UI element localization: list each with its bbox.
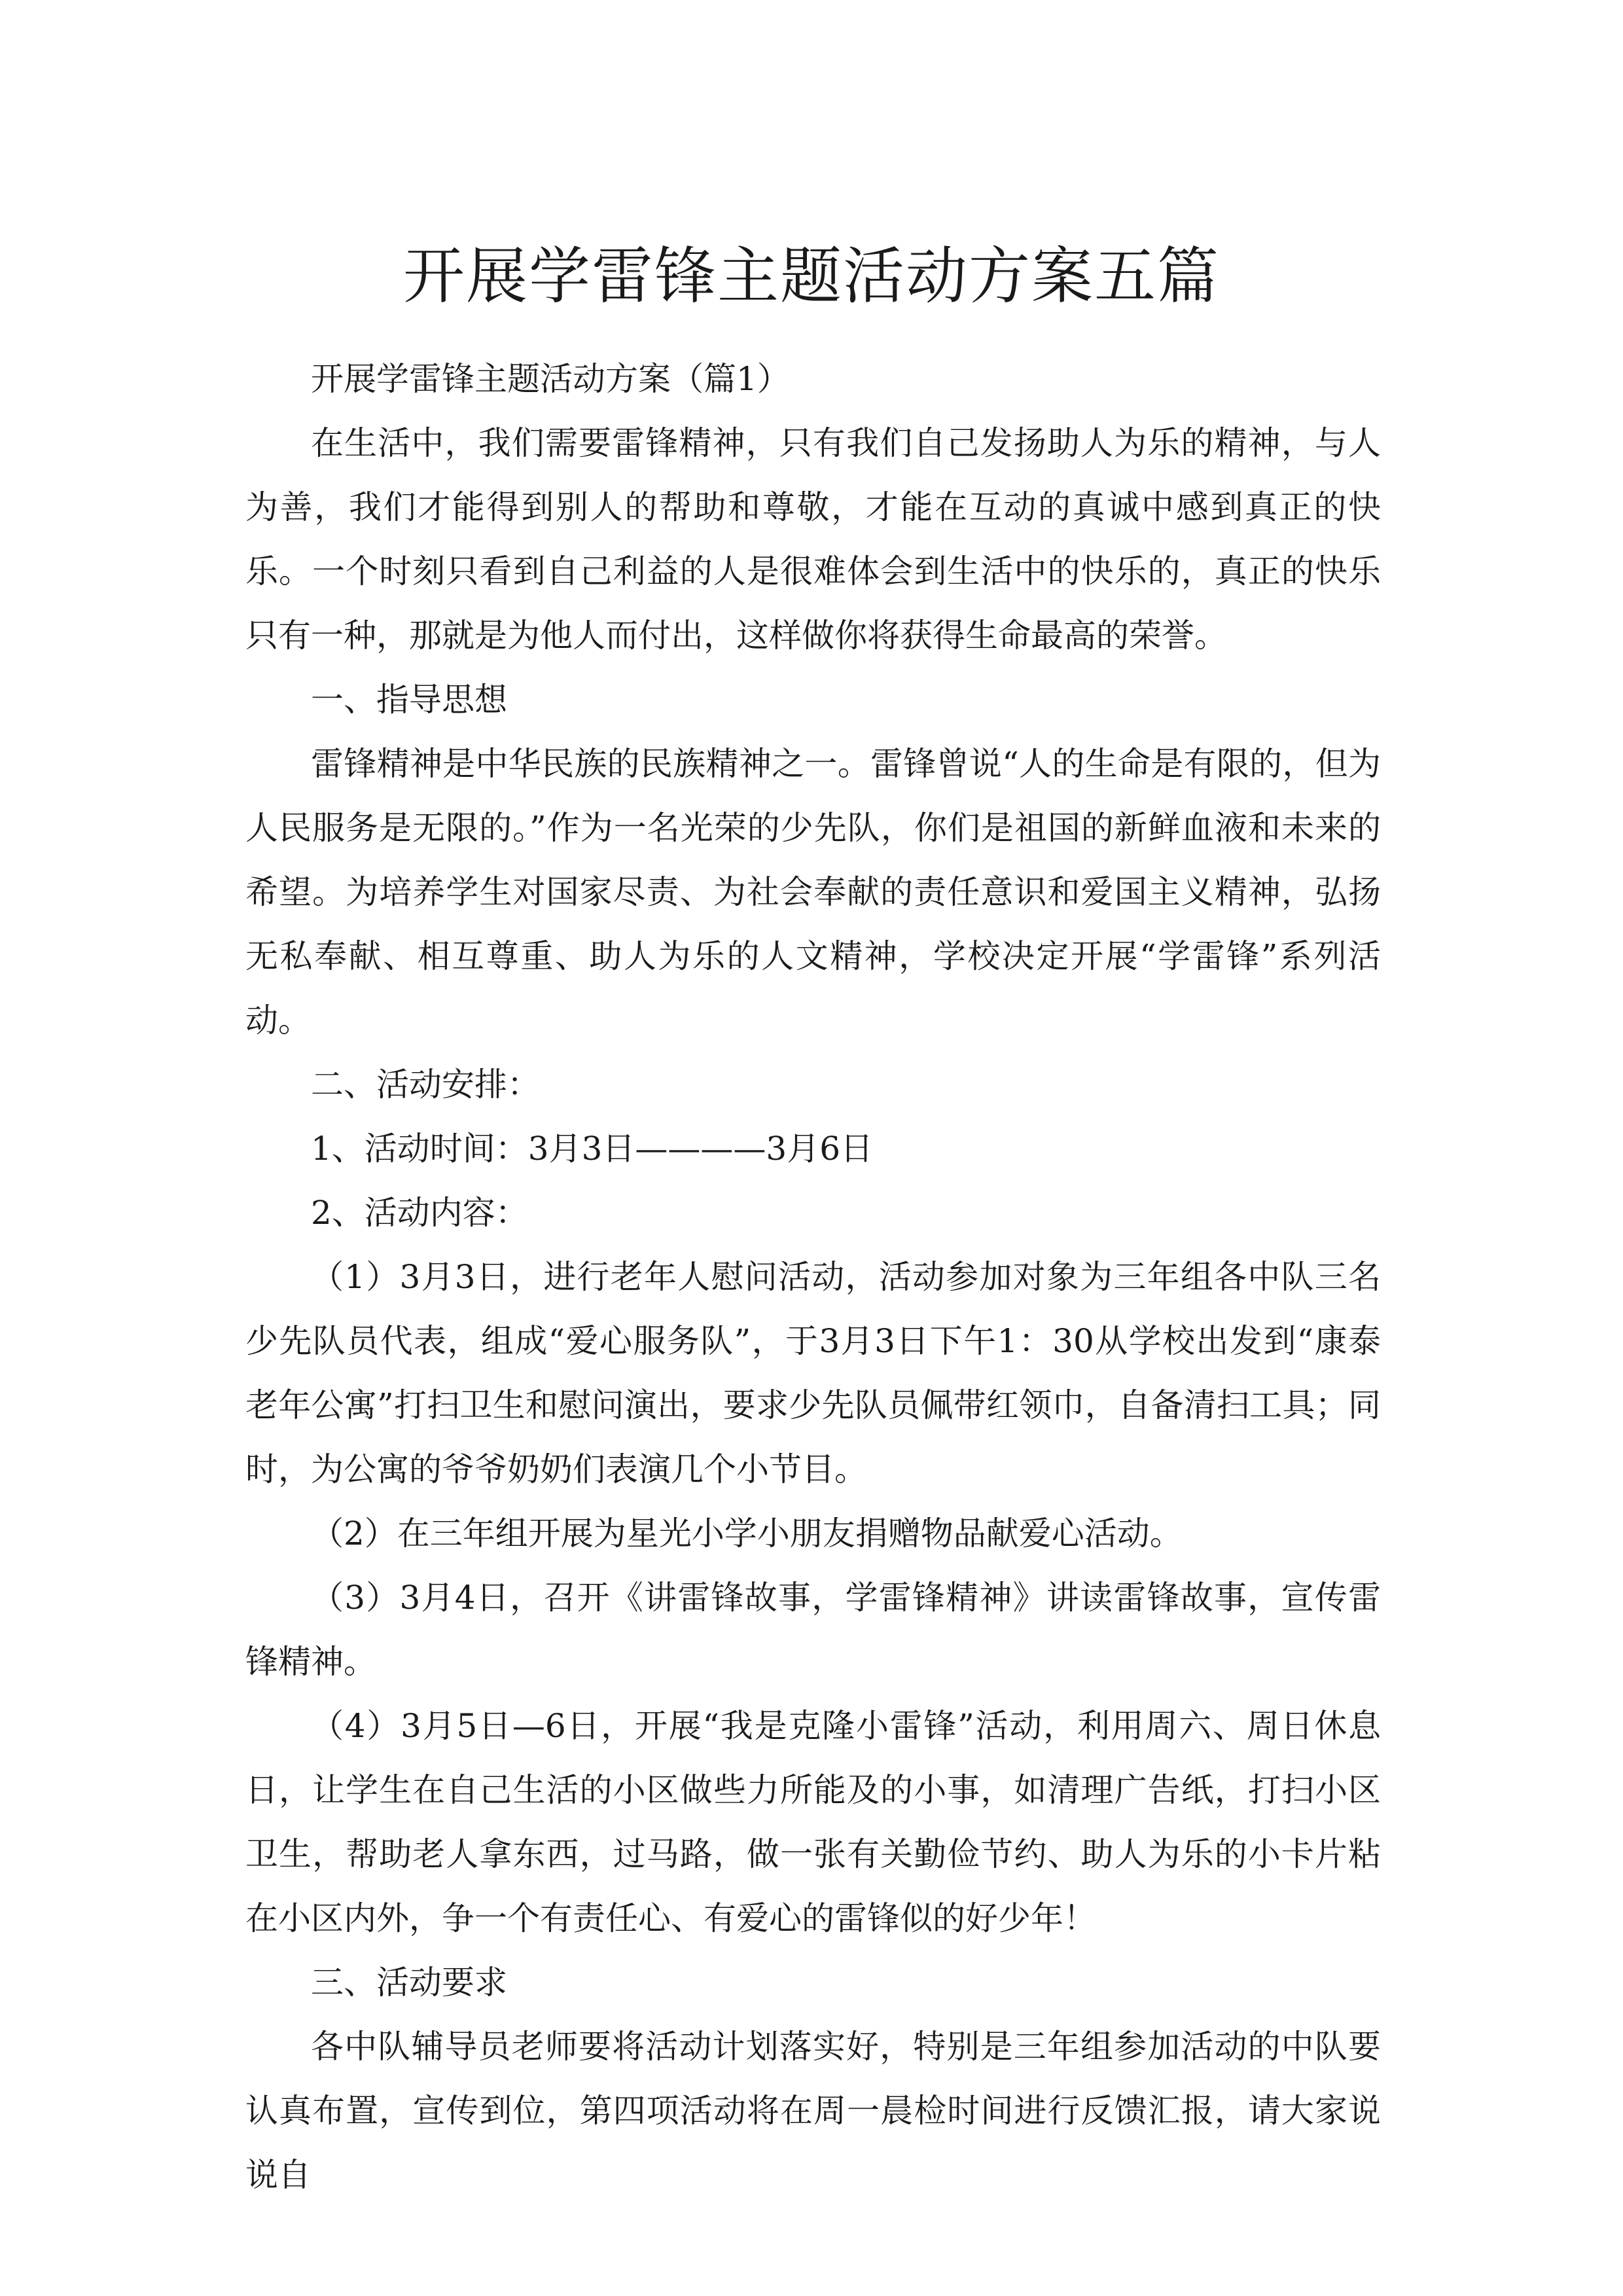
- list-item: （2）在三年组开展为星光小学小朋友捐赠物品献爱心活动。: [311, 1515, 1183, 1552]
- paragraph: 各中队辅导员老师要将活动计划落实好，特别是三年组参加活动的中队要认真布置，宣传到位，第四项活动将在周一晨检时间进行反馈汇报，请大家说说自: [245, 2028, 1381, 2194]
- list-item: 2、活动内容：: [311, 1194, 528, 1232]
- paragraph: 在生活中，我们需要雷锋精神，只有我们自己发扬助人为乐的精神，与人为善，我们才能得到别人的帮助和尊敬，才能在互动的真诚中感到真正的快乐。一个时刻只看到自己利益的人是很难体会到生活中的快乐的，真正的快乐只有一种，那就是为他人而付出，这样做你将获得生命最高的荣誉。: [245, 424, 1381, 655]
- list-item: 1、活动时间：3月3日————3月6日: [311, 1130, 874, 1168]
- document-body: [245, 347, 1381, 2207]
- paragraph: 雷锋精神是中华民族的民族精神之一。雷锋曾说“人的生命是有限的，但为人民服务是无限的。”作为一名光荣的少先队，你们是祖国的新鲜血液和未来的希望。为培养学生对国家尽责、为社会奉献的责任意识和爱国主义精神，弘扬无私奉献、相互尊重、助人为乐的人文精神，学校决定开展“学雷锋”系列活动。: [245, 745, 1381, 1039]
- section-heading: 三、活动要求: [311, 1964, 507, 2001]
- list-item: （1）3月3日，进行老年人慰问活动，活动参加对象为三年组各中队三名少先队员代表，组成“爱心服务队”，于3月3日下午1：30从学校出发到“康泰老年公寓”打扫卫生和慰问演出，要求少先队员佩带红领巾，自备清扫工具；同时，为公寓的爷爷奶奶们表演几个小节目。: [245, 1258, 1381, 1488]
- section-heading: 二、活动安排：: [311, 1066, 540, 1103]
- section-heading: 开展学雷锋主题活动方案（篇1）: [311, 360, 790, 398]
- list-item: （3）3月4日，召开《讲雷锋故事，学雷锋精神》讲读雷锋故事，宣传雷锋精神。: [245, 1579, 1381, 1681]
- list-item: （4）3月5日—6日，开展“我是克隆小雷锋”活动，利用周六、周日休息日，让学生在自己生活的小区做些力所能及的小事，如清理广告纸，打扫小区卫生，帮助老人拿东西，过马路，做一张有关勤俭节约、助人为乐的小卡片粘在小区内外，争一个有责任心、有爱心的雷锋似的好少年！: [245, 1707, 1381, 1937]
- document-title: 开展学雷锋主题活动方案五篇: [402, 240, 1220, 312]
- section-heading: 一、指导思想: [311, 681, 507, 719]
